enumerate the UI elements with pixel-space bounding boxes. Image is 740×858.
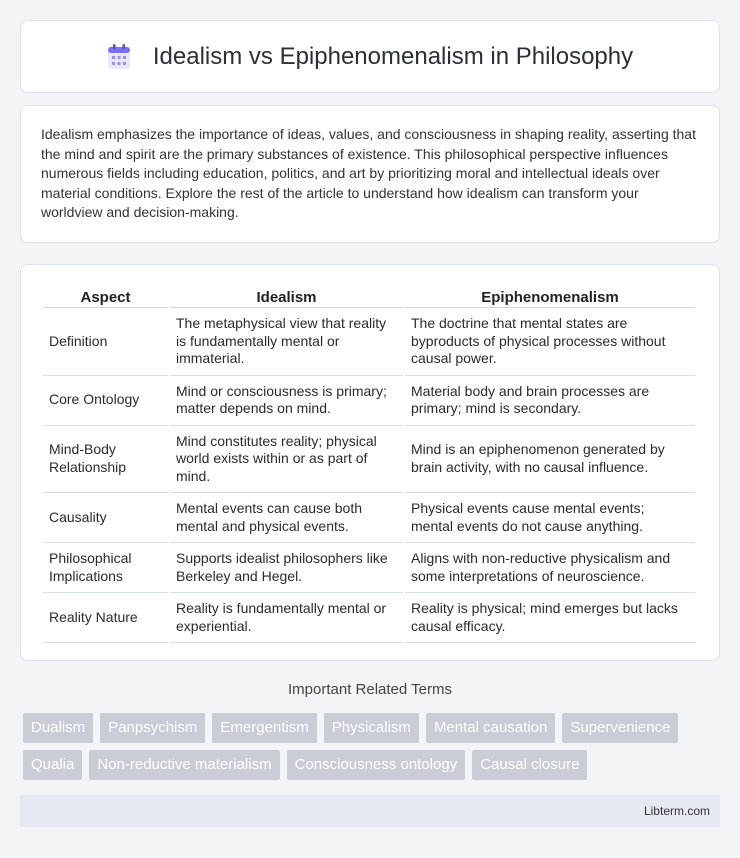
tag-mental-causation[interactable]: Mental causation (426, 713, 555, 743)
cell-idealism: Mind constitutes reality; physical world exists within or as part of mind. (170, 426, 403, 494)
cell-epiphenomenalism: Material body and brain processes are primary; mind is secondary. (405, 376, 695, 426)
header-idealism: Idealism (170, 287, 403, 308)
table-row (43, 593, 695, 643)
tag-non-reductive-materialism[interactable]: Non-reductive materialism (89, 750, 279, 780)
footer (20, 795, 720, 827)
tag-dualism[interactable]: Dualism (23, 713, 93, 743)
tag-panpsychism[interactable]: Panpsychism (100, 713, 205, 743)
header-aspect: Aspect (43, 287, 168, 308)
footer-brand[interactable]: Libterm.com (643, 804, 710, 818)
header-epiphenomenalism: Epiphenomenalism (405, 287, 695, 308)
table-row (43, 426, 695, 494)
related-terms-list (23, 713, 723, 780)
comparison-table-card (20, 264, 720, 661)
calendar-icon (107, 44, 131, 70)
related-terms-title: Important Related Terms (288, 681, 452, 698)
intro-card (20, 105, 720, 243)
tag-consciousness-ontology[interactable]: Consciousness ontology (287, 750, 466, 780)
table-row (43, 493, 695, 543)
table-row (43, 308, 695, 376)
tag-qualia[interactable]: Qualia (23, 750, 82, 780)
page-title: Idealism vs Epiphenomenalism in Philosophy (152, 42, 634, 70)
cell-epiphenomenalism: Physical events cause mental events; mental events do not cause anything. (405, 493, 695, 543)
title-card (20, 20, 720, 93)
cell-idealism: Mind or consciousness is primary; matter depends on mind. (170, 376, 403, 426)
cell-aspect: Definition (43, 308, 168, 376)
cell-aspect: Reality Nature (43, 593, 168, 643)
cell-epiphenomenalism: Mind is an epiphenomenon generated by brain activity, with no causal influence. (405, 426, 695, 494)
cell-idealism: Mental events can cause both mental and physical events. (170, 493, 403, 543)
table-row (43, 543, 695, 593)
cell-epiphenomenalism: Reality is physical; mind emerges but lacks causal efficacy. (405, 593, 695, 643)
table-row (43, 376, 695, 426)
cell-idealism: Supports idealist philosophers like Berkeley and Hegel. (170, 543, 403, 593)
cell-epiphenomenalism: Aligns with non-reductive physicalism and some interpretations of neuroscience. (405, 543, 695, 593)
cell-idealism: The metaphysical view that reality is fundamentally mental or immaterial. (170, 308, 403, 376)
cell-aspect: Core Ontology (43, 376, 168, 426)
tag-supervenience[interactable]: Supervenience (562, 713, 678, 743)
comparison-table (41, 287, 697, 643)
cell-aspect: Causality (43, 493, 168, 543)
cell-epiphenomenalism: The doctrine that mental states are byproducts of physical processes without causal power. (405, 308, 695, 376)
table-header-row (43, 287, 695, 308)
tag-emergentism[interactable]: Emergentism (212, 713, 316, 743)
cell-aspect: Mind-Body Relationship (43, 426, 168, 494)
cell-aspect: Philosophical Implications (43, 543, 168, 593)
tag-physicalism[interactable]: Physicalism (324, 713, 419, 743)
intro-text: Idealism emphasizes the importance of ideas, values, and consciousness in shaping reality, asserting that the mind and spirit are the primary substances of existence. This philosophical perspective influences numerous fields including education, politics, and art by prioritizing moral and intellectual ideals over material conditions. Explore the rest of the article to understand how idealism can transform your worldview and decision-making. (41, 126, 696, 221)
cell-idealism: Reality is fundamentally mental or experiential. (170, 593, 403, 643)
tag-causal-closure[interactable]: Causal closure (472, 750, 587, 780)
